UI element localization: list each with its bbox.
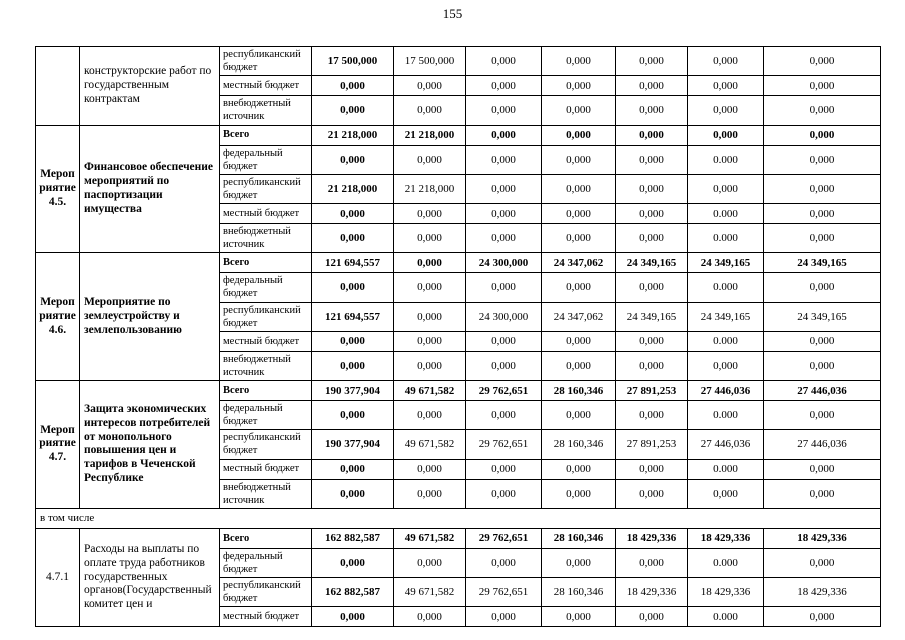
value-cell: 0,000 bbox=[466, 331, 542, 351]
value-cell: 0,000 bbox=[394, 331, 466, 351]
value-cell: 0,000 bbox=[312, 76, 394, 96]
value-cell: 0.000 bbox=[688, 607, 764, 627]
value-cell: 27 446,036 bbox=[688, 381, 764, 401]
value-cell: 27 446,036 bbox=[764, 381, 881, 401]
value-cell: 27 446,036 bbox=[688, 430, 764, 459]
value-cell: 0,000 bbox=[466, 125, 542, 145]
value-cell: 17 500,000 bbox=[394, 47, 466, 76]
value-cell: 0,000 bbox=[616, 145, 688, 174]
value-cell: 0,000 bbox=[312, 96, 394, 125]
value-cell: 28 160,346 bbox=[542, 578, 616, 607]
budget-source-cell: местный бюджет bbox=[220, 459, 312, 479]
budget-source-cell: Всего bbox=[220, 528, 312, 548]
value-cell: 0,000 bbox=[466, 479, 542, 508]
value-cell: 0,000 bbox=[312, 145, 394, 174]
value-cell: 0,000 bbox=[688, 174, 764, 203]
divider-label: в том числе bbox=[36, 508, 881, 528]
budget-source-cell: внебюджетный источник bbox=[220, 351, 312, 380]
value-cell: 0,000 bbox=[312, 273, 394, 302]
table-row bbox=[36, 125, 881, 145]
value-cell: 0,000 bbox=[394, 302, 466, 331]
measure-id-cell: 4.7.1 bbox=[36, 528, 80, 627]
value-cell: 18 429,336 bbox=[764, 578, 881, 607]
value-cell: 0,000 bbox=[542, 145, 616, 174]
value-cell: 0,000 bbox=[764, 607, 881, 627]
value-cell: 0,000 bbox=[616, 331, 688, 351]
value-cell: 49 671,582 bbox=[394, 528, 466, 548]
value-cell: 0,000 bbox=[616, 479, 688, 508]
value-cell: 0,000 bbox=[394, 253, 466, 273]
value-cell: 0,000 bbox=[394, 96, 466, 125]
value-cell: 21 218,000 bbox=[394, 125, 466, 145]
value-cell: 0,000 bbox=[394, 548, 466, 577]
value-cell: 0.000 bbox=[688, 401, 764, 430]
budget-source-cell: республиканский бюджет bbox=[220, 302, 312, 331]
value-cell: 0,000 bbox=[616, 47, 688, 76]
value-cell: 29 762,651 bbox=[466, 528, 542, 548]
measure-id-cell bbox=[36, 47, 80, 126]
value-cell: 0,000 bbox=[466, 174, 542, 203]
value-cell: 0.000 bbox=[688, 273, 764, 302]
value-cell: 0,000 bbox=[394, 459, 466, 479]
value-cell: 28 160,346 bbox=[542, 528, 616, 548]
value-cell: 17 500,000 bbox=[312, 47, 394, 76]
table-row bbox=[36, 381, 881, 401]
page-number: 155 bbox=[442, 6, 463, 21]
value-cell: 0,000 bbox=[616, 607, 688, 627]
value-cell: 0,000 bbox=[764, 548, 881, 577]
value-cell: 0,000 bbox=[312, 548, 394, 577]
value-cell: 0,000 bbox=[394, 76, 466, 96]
measure-id-cell: Мероприятие 4.6. bbox=[36, 253, 80, 381]
value-cell: 0,000 bbox=[616, 224, 688, 253]
value-cell: 0,000 bbox=[688, 47, 764, 76]
value-cell: 0,000 bbox=[542, 479, 616, 508]
value-cell: 0.000 bbox=[688, 548, 764, 577]
value-cell: 18 429,336 bbox=[616, 528, 688, 548]
value-cell: 0,000 bbox=[394, 204, 466, 224]
value-cell: 21 218,000 bbox=[394, 174, 466, 203]
value-cell: 0,000 bbox=[542, 351, 616, 380]
value-cell: 24 349,165 bbox=[764, 253, 881, 273]
budget-source-cell: местный бюджет bbox=[220, 607, 312, 627]
value-cell: 21 218,000 bbox=[312, 125, 394, 145]
value-cell: 0,000 bbox=[764, 76, 881, 96]
value-cell: 0,000 bbox=[616, 548, 688, 577]
budget-source-cell: республиканский бюджет bbox=[220, 174, 312, 203]
value-cell: 0.000 bbox=[688, 459, 764, 479]
value-cell: 0,000 bbox=[312, 331, 394, 351]
value-cell: 0,000 bbox=[312, 224, 394, 253]
value-cell: 0,000 bbox=[312, 204, 394, 224]
value-cell: 0,000 bbox=[542, 76, 616, 96]
value-cell: 18 429,336 bbox=[616, 578, 688, 607]
value-cell: 0.000 bbox=[688, 204, 764, 224]
value-cell: 162 882,587 bbox=[312, 578, 394, 607]
value-cell: 24 300,000 bbox=[466, 302, 542, 331]
value-cell: 24 349,165 bbox=[688, 253, 764, 273]
budget-source-cell: федеральный бюджет bbox=[220, 548, 312, 577]
value-cell: 0,000 bbox=[542, 273, 616, 302]
measure-id-cell: Мероприятие 4.5. bbox=[36, 125, 80, 253]
value-cell: 0,000 bbox=[466, 224, 542, 253]
value-cell: 0,000 bbox=[542, 204, 616, 224]
value-cell: 0,000 bbox=[466, 96, 542, 125]
value-cell: 0,000 bbox=[688, 479, 764, 508]
budget-source-cell: республиканский бюджет bbox=[220, 430, 312, 459]
value-cell: 0,000 bbox=[542, 459, 616, 479]
value-cell: 0,000 bbox=[312, 351, 394, 380]
value-cell: 0,000 bbox=[542, 607, 616, 627]
value-cell: 0,000 bbox=[616, 76, 688, 96]
value-cell: 0,000 bbox=[764, 351, 881, 380]
divider-row bbox=[36, 508, 881, 528]
measure-id-cell: Мероприятие 4.7. bbox=[36, 381, 80, 509]
value-cell: 0,000 bbox=[466, 204, 542, 224]
value-cell: 21 218,000 bbox=[312, 174, 394, 203]
value-cell: 29 762,651 bbox=[466, 578, 542, 607]
value-cell: 27 891,253 bbox=[616, 430, 688, 459]
value-cell: 0,000 bbox=[312, 401, 394, 430]
value-cell: 0,000 bbox=[764, 47, 881, 76]
value-cell: 0,000 bbox=[466, 273, 542, 302]
value-cell: 0,000 bbox=[394, 351, 466, 380]
value-cell: 0,000 bbox=[764, 479, 881, 508]
value-cell: 0,000 bbox=[764, 401, 881, 430]
budget-source-cell: внебюджетный источник bbox=[220, 96, 312, 125]
budget-source-cell: Всего bbox=[220, 381, 312, 401]
value-cell: 0,000 bbox=[466, 145, 542, 174]
value-cell: 49 671,582 bbox=[394, 430, 466, 459]
value-cell: 0,000 bbox=[542, 548, 616, 577]
value-cell: 0,000 bbox=[542, 174, 616, 203]
budget-source-cell: внебюджетный источник bbox=[220, 479, 312, 508]
value-cell: 162 882,587 bbox=[312, 528, 394, 548]
value-cell: 24 349,165 bbox=[616, 302, 688, 331]
value-cell: 0,000 bbox=[764, 331, 881, 351]
value-cell: 0,000 bbox=[542, 47, 616, 76]
budget-source-cell: местный бюджет bbox=[220, 331, 312, 351]
value-cell: 24 349,165 bbox=[688, 302, 764, 331]
value-cell: 121 694,557 bbox=[312, 253, 394, 273]
value-cell: 49 671,582 bbox=[394, 381, 466, 401]
value-cell: 0,000 bbox=[542, 125, 616, 145]
value-cell: 0,000 bbox=[466, 459, 542, 479]
value-cell: 0,000 bbox=[616, 401, 688, 430]
budget-source-cell: Всего bbox=[220, 253, 312, 273]
budget-source-cell: местный бюджет bbox=[220, 204, 312, 224]
budget-source-cell: местный бюджет bbox=[220, 76, 312, 96]
value-cell: 0,000 bbox=[688, 76, 764, 96]
value-cell: 0,000 bbox=[616, 96, 688, 125]
value-cell: 0,000 bbox=[616, 459, 688, 479]
value-cell: 0,000 bbox=[616, 204, 688, 224]
budget-source-cell: федеральный бюджет bbox=[220, 401, 312, 430]
value-cell: 0,000 bbox=[764, 204, 881, 224]
value-cell: 24 349,165 bbox=[764, 302, 881, 331]
value-cell: 24 300,000 bbox=[466, 253, 542, 273]
value-cell: 0,000 bbox=[764, 174, 881, 203]
value-cell: 0,000 bbox=[764, 145, 881, 174]
value-cell: 27 446,036 bbox=[764, 430, 881, 459]
value-cell: 0,000 bbox=[394, 607, 466, 627]
value-cell: 0,000 bbox=[764, 96, 881, 125]
budget-source-cell: республиканский бюджет bbox=[220, 47, 312, 76]
value-cell: 0,000 bbox=[688, 351, 764, 380]
value-cell: 0,000 bbox=[466, 401, 542, 430]
value-cell: 0,000 bbox=[394, 273, 466, 302]
value-cell: 0,000 bbox=[542, 96, 616, 125]
value-cell: 0,000 bbox=[542, 224, 616, 253]
value-cell: 190 377,904 bbox=[312, 430, 394, 459]
measure-title-cell: Защита экономических интересов потребителей от монопольного повышения цен и тарифов в Чеченской Республике bbox=[80, 381, 220, 509]
value-cell: 0,000 bbox=[312, 607, 394, 627]
value-cell: 0,000 bbox=[466, 548, 542, 577]
measure-title-cell: Финансовое обеспечение мероприятий по паспортизации имущества bbox=[80, 125, 220, 253]
value-cell: 0,000 bbox=[616, 125, 688, 145]
value-cell: 0,000 bbox=[764, 273, 881, 302]
value-cell: 28 160,346 bbox=[542, 381, 616, 401]
value-cell: 0,000 bbox=[394, 145, 466, 174]
value-cell: 24 349,165 bbox=[616, 253, 688, 273]
value-cell: 0,000 bbox=[312, 479, 394, 508]
value-cell: 0,000 bbox=[312, 459, 394, 479]
measure-title-cell: Мероприятие по землеустройству и землепользованию bbox=[80, 253, 220, 381]
table-row bbox=[36, 47, 881, 76]
value-cell: 121 694,557 bbox=[312, 302, 394, 331]
value-cell: 0,000 bbox=[616, 273, 688, 302]
value-cell: 0,000 bbox=[764, 459, 881, 479]
budget-source-cell: федеральный бюджет bbox=[220, 273, 312, 302]
budget-source-cell: Всего bbox=[220, 125, 312, 145]
value-cell: 0,000 bbox=[616, 351, 688, 380]
value-cell: 0,000 bbox=[394, 224, 466, 253]
budget-source-cell: федеральный бюджет bbox=[220, 145, 312, 174]
value-cell: 0,000 bbox=[542, 401, 616, 430]
value-cell: 0,000 bbox=[688, 96, 764, 125]
budget-source-cell: республиканский бюджет bbox=[220, 578, 312, 607]
value-cell: 18 429,336 bbox=[688, 578, 764, 607]
value-cell: 0,000 bbox=[616, 174, 688, 203]
table-row bbox=[36, 528, 881, 548]
budget-source-cell: внебюджетный источник bbox=[220, 224, 312, 253]
measure-title-cell: конструкторские работ по государственным контрактам bbox=[80, 47, 220, 126]
value-cell: 29 762,651 bbox=[466, 381, 542, 401]
value-cell: 0.000 bbox=[688, 145, 764, 174]
value-cell: 0,000 bbox=[466, 351, 542, 380]
value-cell: 18 429,336 bbox=[764, 528, 881, 548]
value-cell: 0,000 bbox=[764, 125, 881, 145]
value-cell: 0,000 bbox=[394, 479, 466, 508]
value-cell: 0,000 bbox=[466, 76, 542, 96]
value-cell: 49 671,582 bbox=[394, 578, 466, 607]
measure-title-cell: Расходы на выплаты по оплате труда работников государственных органов(Государственный комитет цен и bbox=[80, 528, 220, 627]
value-cell: 29 762,651 bbox=[466, 430, 542, 459]
value-cell: 0,000 bbox=[764, 224, 881, 253]
value-cell: 28 160,346 bbox=[542, 430, 616, 459]
value-cell: 0,000 bbox=[542, 331, 616, 351]
value-cell: 27 891,253 bbox=[616, 381, 688, 401]
budget-table-body bbox=[36, 47, 881, 627]
value-cell: 24 347,062 bbox=[542, 253, 616, 273]
table-row bbox=[36, 253, 881, 273]
value-cell: 190 377,904 bbox=[312, 381, 394, 401]
value-cell: 0.000 bbox=[688, 224, 764, 253]
value-cell: 0.000 bbox=[688, 331, 764, 351]
value-cell: 0,000 bbox=[466, 47, 542, 76]
value-cell: 18 429,336 bbox=[688, 528, 764, 548]
value-cell: 0,000 bbox=[688, 125, 764, 145]
value-cell: 24 347,062 bbox=[542, 302, 616, 331]
budget-table bbox=[35, 46, 881, 627]
value-cell: 0,000 bbox=[466, 607, 542, 627]
value-cell: 0,000 bbox=[394, 401, 466, 430]
